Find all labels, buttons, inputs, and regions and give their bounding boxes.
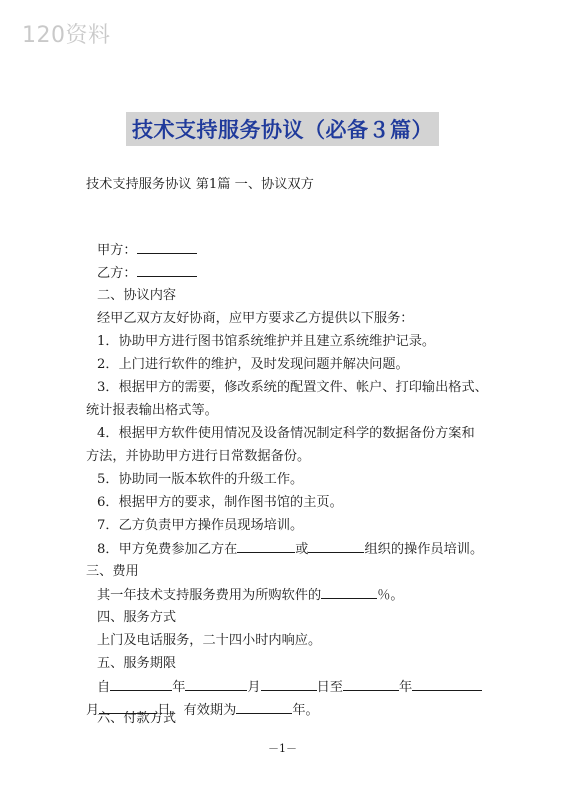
- end-month-blank[interactable]: [412, 678, 482, 691]
- term-years: 年。: [292, 703, 319, 718]
- term-to: 日至: [316, 680, 343, 695]
- item-8-mid: 或: [295, 542, 309, 557]
- item-2: 2．上门进行软件的维护，及时发现问题并解决问题。: [97, 357, 409, 372]
- item-3-line-2: 统计报表输出格式等。: [86, 403, 218, 418]
- page-number: －1－: [268, 742, 297, 755]
- section-2-intro: 经甲乙双方友好协商，应甲方要求乙方提供以下服务：: [97, 311, 414, 326]
- item-7: 7．乙方负责甲方操作员现场培训。: [97, 518, 304, 533]
- item-3-line-1: 3．根据甲方的需要，修改系统的配置文件、帐户、打印输出格式、: [97, 380, 488, 395]
- term-year-2: 年: [398, 680, 413, 695]
- section-4-text: 上门及电话服务，二十四小时内响应。: [97, 633, 322, 648]
- item-8: [97, 540, 483, 559]
- party-a-blank[interactable]: [137, 241, 197, 254]
- section-4-heading: 四、服务方式: [97, 610, 177, 625]
- party-a-line: [97, 241, 197, 260]
- validity-years-blank[interactable]: [236, 701, 292, 714]
- section-6-heading: 六、付款方式: [97, 711, 177, 726]
- term-validity: 日，有效期为: [157, 703, 237, 718]
- party-b-line: [97, 264, 197, 283]
- item-4-line-1: 4．根据甲方软件使用情况及设备情况制定科学的数据备份方案和: [97, 426, 475, 441]
- term-month-2: 月: [86, 703, 100, 718]
- training-place-blank-2[interactable]: [308, 540, 364, 553]
- item-5: 5．协助同一版本软件的升级工作。: [97, 472, 304, 487]
- start-day-blank[interactable]: [261, 678, 317, 691]
- section-2-heading: 二、协议内容: [97, 288, 177, 303]
- fee-post: ％。: [377, 588, 404, 603]
- term-month: 月: [247, 680, 261, 695]
- document-title: 技术支持服务协议（必备３篇）: [126, 112, 439, 146]
- watermark: 120资料: [22, 23, 111, 48]
- term-year: 年: [172, 680, 186, 695]
- item-8-pre: 8．甲方免费参加乙方在: [97, 542, 238, 557]
- end-year-blank[interactable]: [343, 678, 399, 691]
- party-a-label: 甲方：: [97, 243, 137, 258]
- section-3-text: [97, 586, 404, 605]
- start-month-blank[interactable]: [185, 678, 247, 691]
- item-8-post: 组织的操作员培训。: [364, 542, 484, 557]
- item-4-line-2: 方法，并协助甲方进行日常数据备份。: [86, 449, 311, 464]
- item-1: 1．协助甲方进行图书馆系统维护并且建立系统维护记录。: [97, 334, 436, 349]
- fee-pre: 其一年技术支持服务费用为所购软件的: [97, 588, 322, 603]
- term-line-1: [97, 678, 482, 697]
- start-year-blank[interactable]: [110, 678, 172, 691]
- item-6: 6．根据甲方的要求，制作图书馆的主页。: [97, 495, 343, 510]
- intro-line: 技术支持服务协议 第1篇 一、协议双方: [86, 177, 314, 192]
- term-from: 自: [97, 680, 111, 695]
- fee-percent-blank[interactable]: [321, 586, 377, 599]
- party-b-blank[interactable]: [137, 264, 197, 277]
- training-place-blank-1[interactable]: [237, 540, 295, 553]
- section-3-heading: 三、费用: [86, 564, 139, 579]
- party-b-label: 乙方：: [97, 266, 137, 281]
- section-5-heading: 五、服务期限: [97, 656, 177, 671]
